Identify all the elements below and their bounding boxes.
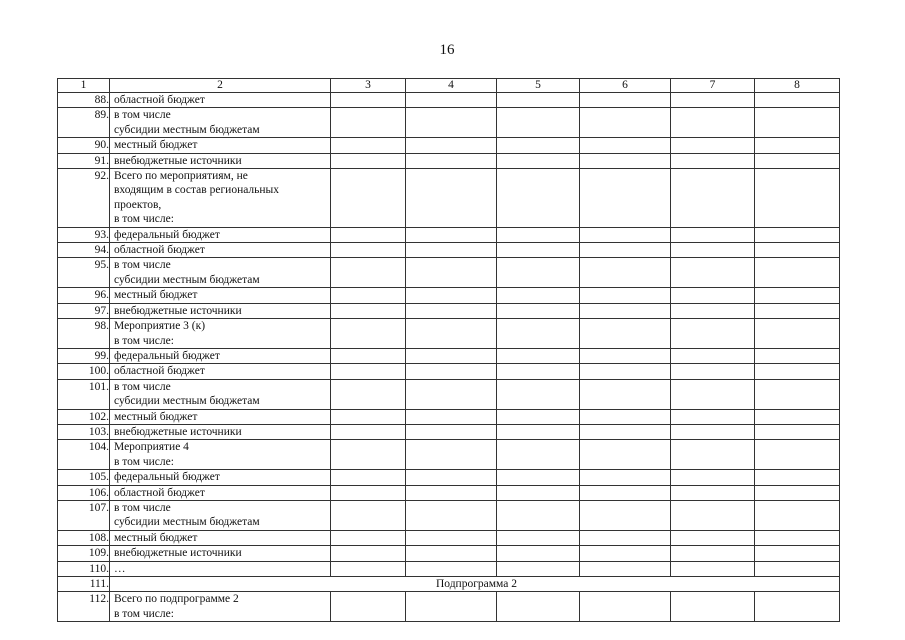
row-number: 93. xyxy=(58,227,110,242)
description-line: федеральный бюджет xyxy=(114,349,220,362)
value-cell xyxy=(331,303,406,318)
value-cell xyxy=(406,169,497,228)
table-row xyxy=(58,530,840,545)
row-description xyxy=(110,424,331,439)
value-cell xyxy=(580,138,671,153)
column-header: 5 xyxy=(497,79,580,93)
value-cell xyxy=(497,288,580,303)
table-row xyxy=(58,348,840,363)
row-number: 105. xyxy=(58,470,110,485)
value-cell xyxy=(497,424,580,439)
description-line: Всего по мероприятиям, не xyxy=(114,170,248,183)
row-description xyxy=(110,288,331,303)
value-cell xyxy=(755,138,840,153)
row-number: 108. xyxy=(58,530,110,545)
subprogram-row xyxy=(58,577,840,592)
value-cell xyxy=(331,227,406,242)
table-row xyxy=(58,500,840,530)
value-cell xyxy=(331,169,406,228)
description-line: в том числе: xyxy=(114,213,174,226)
value-cell xyxy=(331,485,406,500)
table-row xyxy=(58,227,840,242)
value-cell xyxy=(671,424,755,439)
value-cell xyxy=(497,440,580,470)
row-description xyxy=(110,485,331,500)
value-cell xyxy=(755,169,840,228)
row-number: 106. xyxy=(58,485,110,500)
value-cell xyxy=(331,500,406,530)
description-line: федеральный бюджет xyxy=(114,228,220,241)
value-cell xyxy=(406,108,497,138)
value-cell xyxy=(497,93,580,108)
value-cell xyxy=(406,409,497,424)
value-cell xyxy=(406,530,497,545)
row-number: 89. xyxy=(58,108,110,138)
value-cell xyxy=(755,561,840,576)
value-cell xyxy=(331,440,406,470)
value-cell xyxy=(671,409,755,424)
description-line: проектов, xyxy=(114,198,162,211)
value-cell xyxy=(671,153,755,168)
value-cell xyxy=(497,153,580,168)
column-header: 4 xyxy=(406,79,497,93)
row-number: 88. xyxy=(58,93,110,108)
value-cell xyxy=(580,93,671,108)
value-cell xyxy=(755,440,840,470)
description-line: в том числе xyxy=(114,501,171,514)
row-description xyxy=(110,379,331,409)
value-cell xyxy=(755,108,840,138)
row-number: 103. xyxy=(58,424,110,439)
value-cell xyxy=(755,227,840,242)
description-line: внебюджетные источники xyxy=(114,547,242,560)
description-line: областной бюджет xyxy=(114,365,205,378)
table-row xyxy=(58,303,840,318)
value-cell xyxy=(331,138,406,153)
row-description xyxy=(110,93,331,108)
row-number: 112. xyxy=(58,592,110,622)
value-cell xyxy=(406,138,497,153)
value-cell xyxy=(406,364,497,379)
value-cell xyxy=(671,500,755,530)
value-cell xyxy=(755,546,840,561)
value-cell xyxy=(580,440,671,470)
table-row xyxy=(58,93,840,108)
value-cell xyxy=(331,530,406,545)
value-cell xyxy=(671,227,755,242)
value-cell xyxy=(497,530,580,545)
value-cell xyxy=(580,243,671,258)
table-row xyxy=(58,485,840,500)
value-cell xyxy=(406,93,497,108)
column-header: 8 xyxy=(755,79,840,93)
value-cell xyxy=(671,440,755,470)
value-cell xyxy=(497,243,580,258)
row-number: 111. xyxy=(58,577,110,592)
value-cell xyxy=(755,258,840,288)
row-number: 98. xyxy=(58,319,110,349)
description-line: Всего по подпрограмме 2 xyxy=(114,593,239,606)
row-number: 91. xyxy=(58,153,110,168)
value-cell xyxy=(406,592,497,622)
row-number: 104. xyxy=(58,440,110,470)
value-cell xyxy=(331,561,406,576)
row-number: 102. xyxy=(58,409,110,424)
value-cell xyxy=(406,440,497,470)
value-cell xyxy=(497,303,580,318)
description-line: местный бюджет xyxy=(114,289,198,302)
value-cell xyxy=(755,379,840,409)
value-cell xyxy=(580,592,671,622)
row-description xyxy=(110,409,331,424)
description-line: Мероприятие 4 xyxy=(114,441,189,454)
value-cell xyxy=(671,319,755,349)
description-line: субсидии местным бюджетам xyxy=(114,273,260,286)
value-cell xyxy=(671,546,755,561)
value-cell xyxy=(755,303,840,318)
row-description xyxy=(110,138,331,153)
value-cell xyxy=(755,243,840,258)
value-cell xyxy=(671,530,755,545)
value-cell xyxy=(671,243,755,258)
value-cell xyxy=(331,364,406,379)
value-cell xyxy=(671,169,755,228)
row-description xyxy=(110,440,331,470)
row-description xyxy=(110,319,331,349)
value-cell xyxy=(671,258,755,288)
value-cell xyxy=(406,227,497,242)
value-cell xyxy=(755,470,840,485)
row-description xyxy=(110,364,331,379)
value-cell xyxy=(406,303,497,318)
description-line: в том числе xyxy=(114,259,171,272)
value-cell xyxy=(497,348,580,363)
value-cell xyxy=(497,258,580,288)
value-cell xyxy=(755,364,840,379)
value-cell xyxy=(580,319,671,349)
description-line: внебюджетные источники xyxy=(114,154,242,167)
description-line: Мероприятие 3 (к) xyxy=(114,320,206,333)
value-cell xyxy=(755,424,840,439)
value-cell xyxy=(497,546,580,561)
row-description xyxy=(110,169,331,228)
value-cell xyxy=(331,546,406,561)
value-cell xyxy=(497,227,580,242)
description-line: внебюджетные источники xyxy=(114,304,242,317)
value-cell xyxy=(406,546,497,561)
value-cell xyxy=(331,424,406,439)
description-line: областной бюджет xyxy=(114,244,205,257)
table-row xyxy=(58,243,840,258)
value-cell xyxy=(671,108,755,138)
value-cell xyxy=(331,379,406,409)
value-cell xyxy=(497,138,580,153)
row-number: 90. xyxy=(58,138,110,153)
table-row xyxy=(58,319,840,349)
row-number: 110. xyxy=(58,561,110,576)
value-cell xyxy=(580,288,671,303)
value-cell xyxy=(406,319,497,349)
value-cell xyxy=(331,592,406,622)
row-number: 100. xyxy=(58,364,110,379)
value-cell xyxy=(406,424,497,439)
value-cell xyxy=(755,500,840,530)
row-description xyxy=(110,108,331,138)
value-cell xyxy=(497,470,580,485)
description-line: в том числе: xyxy=(114,455,174,468)
description-line: местный бюджет xyxy=(114,531,198,544)
value-cell xyxy=(671,364,755,379)
table-row xyxy=(58,409,840,424)
value-cell xyxy=(671,303,755,318)
value-cell xyxy=(671,470,755,485)
row-description xyxy=(110,348,331,363)
value-cell xyxy=(580,470,671,485)
value-cell xyxy=(331,153,406,168)
value-cell xyxy=(580,227,671,242)
table-row xyxy=(58,108,840,138)
value-cell xyxy=(580,379,671,409)
value-cell xyxy=(755,592,840,622)
row-description xyxy=(110,243,331,258)
value-cell xyxy=(671,379,755,409)
value-cell xyxy=(406,258,497,288)
value-cell xyxy=(497,364,580,379)
value-cell xyxy=(671,288,755,303)
description-line: в том числе xyxy=(114,380,171,393)
row-number: 107. xyxy=(58,500,110,530)
table-row xyxy=(58,440,840,470)
value-cell xyxy=(580,485,671,500)
description-line: в том числе: xyxy=(114,607,174,620)
table-row xyxy=(58,379,840,409)
value-cell xyxy=(580,153,671,168)
row-description xyxy=(110,561,331,576)
value-cell xyxy=(331,108,406,138)
value-cell xyxy=(580,303,671,318)
header-row xyxy=(58,79,840,93)
value-cell xyxy=(406,243,497,258)
value-cell xyxy=(331,258,406,288)
description-line: внебюджетные источники xyxy=(114,425,242,438)
column-header: 7 xyxy=(671,79,755,93)
value-cell xyxy=(580,108,671,138)
description-line: … xyxy=(114,562,126,575)
value-cell xyxy=(406,153,497,168)
value-cell xyxy=(497,409,580,424)
value-cell xyxy=(497,169,580,228)
description-line: субсидии местным бюджетам xyxy=(114,516,260,529)
row-description xyxy=(110,470,331,485)
row-number: 109. xyxy=(58,546,110,561)
table-body xyxy=(58,93,840,622)
row-description xyxy=(110,546,331,561)
value-cell xyxy=(331,348,406,363)
value-cell xyxy=(497,500,580,530)
row-description xyxy=(110,530,331,545)
row-number: 101. xyxy=(58,379,110,409)
row-number: 94. xyxy=(58,243,110,258)
row-description xyxy=(110,153,331,168)
value-cell xyxy=(671,485,755,500)
description-line: субсидии местным бюджетам xyxy=(114,123,260,136)
value-cell xyxy=(406,470,497,485)
value-cell xyxy=(497,108,580,138)
value-cell xyxy=(406,288,497,303)
value-cell xyxy=(406,348,497,363)
value-cell xyxy=(406,379,497,409)
value-cell xyxy=(671,561,755,576)
row-number: 95. xyxy=(58,258,110,288)
table-row xyxy=(58,364,840,379)
value-cell xyxy=(671,93,755,108)
description-line: в том числе xyxy=(114,109,171,122)
table-row xyxy=(58,169,840,228)
value-cell xyxy=(497,561,580,576)
value-cell xyxy=(755,288,840,303)
value-cell xyxy=(331,243,406,258)
value-cell xyxy=(497,485,580,500)
row-number: 92. xyxy=(58,169,110,228)
value-cell xyxy=(497,379,580,409)
row-number: 99. xyxy=(58,348,110,363)
value-cell xyxy=(580,409,671,424)
value-cell xyxy=(580,500,671,530)
table-row xyxy=(58,592,840,622)
row-description xyxy=(110,303,331,318)
value-cell xyxy=(580,530,671,545)
value-cell xyxy=(671,348,755,363)
column-header: 1 xyxy=(58,79,110,93)
row-number: 96. xyxy=(58,288,110,303)
table-row xyxy=(58,258,840,288)
value-cell xyxy=(497,592,580,622)
value-cell xyxy=(755,153,840,168)
table-row xyxy=(58,138,840,153)
table-row xyxy=(58,561,840,576)
description-line: областной бюджет xyxy=(114,486,205,499)
value-cell xyxy=(331,470,406,485)
value-cell xyxy=(331,288,406,303)
table-row xyxy=(58,424,840,439)
row-number: 97. xyxy=(58,303,110,318)
value-cell xyxy=(755,319,840,349)
value-cell xyxy=(331,93,406,108)
value-cell xyxy=(406,485,497,500)
row-description xyxy=(110,227,331,242)
description-line: областной бюджет xyxy=(114,94,205,106)
value-cell xyxy=(580,561,671,576)
value-cell xyxy=(580,424,671,439)
table-row xyxy=(58,288,840,303)
column-header: 2 xyxy=(110,79,331,93)
value-cell xyxy=(580,348,671,363)
table-row xyxy=(58,153,840,168)
description-line: в том числе: xyxy=(114,334,174,347)
value-cell xyxy=(755,348,840,363)
table-row xyxy=(58,546,840,561)
value-cell xyxy=(580,546,671,561)
value-cell xyxy=(755,93,840,108)
value-cell xyxy=(755,485,840,500)
page-number: 16 xyxy=(439,42,455,58)
value-cell xyxy=(580,364,671,379)
value-cell xyxy=(671,138,755,153)
row-description xyxy=(110,500,331,530)
description-line: местный бюджет xyxy=(114,139,198,152)
row-description xyxy=(110,258,331,288)
description-line: местный бюджет xyxy=(114,410,198,423)
subprogram-title: Подпрограмма 2 xyxy=(110,577,840,592)
table-row xyxy=(58,470,840,485)
description-line: федеральный бюджет xyxy=(114,471,220,484)
row-description xyxy=(110,592,331,622)
budget-table xyxy=(57,78,840,622)
value-cell xyxy=(406,561,497,576)
value-cell xyxy=(406,500,497,530)
column-header: 3 xyxy=(331,79,406,93)
value-cell xyxy=(497,319,580,349)
value-cell xyxy=(580,169,671,228)
value-cell xyxy=(580,258,671,288)
value-cell xyxy=(755,409,840,424)
value-cell xyxy=(331,319,406,349)
value-cell xyxy=(671,592,755,622)
description-line: субсидии местным бюджетам xyxy=(114,395,260,408)
description-line: входящим в состав региональных xyxy=(114,184,280,197)
value-cell xyxy=(755,530,840,545)
column-header: 6 xyxy=(580,79,671,93)
value-cell xyxy=(331,409,406,424)
